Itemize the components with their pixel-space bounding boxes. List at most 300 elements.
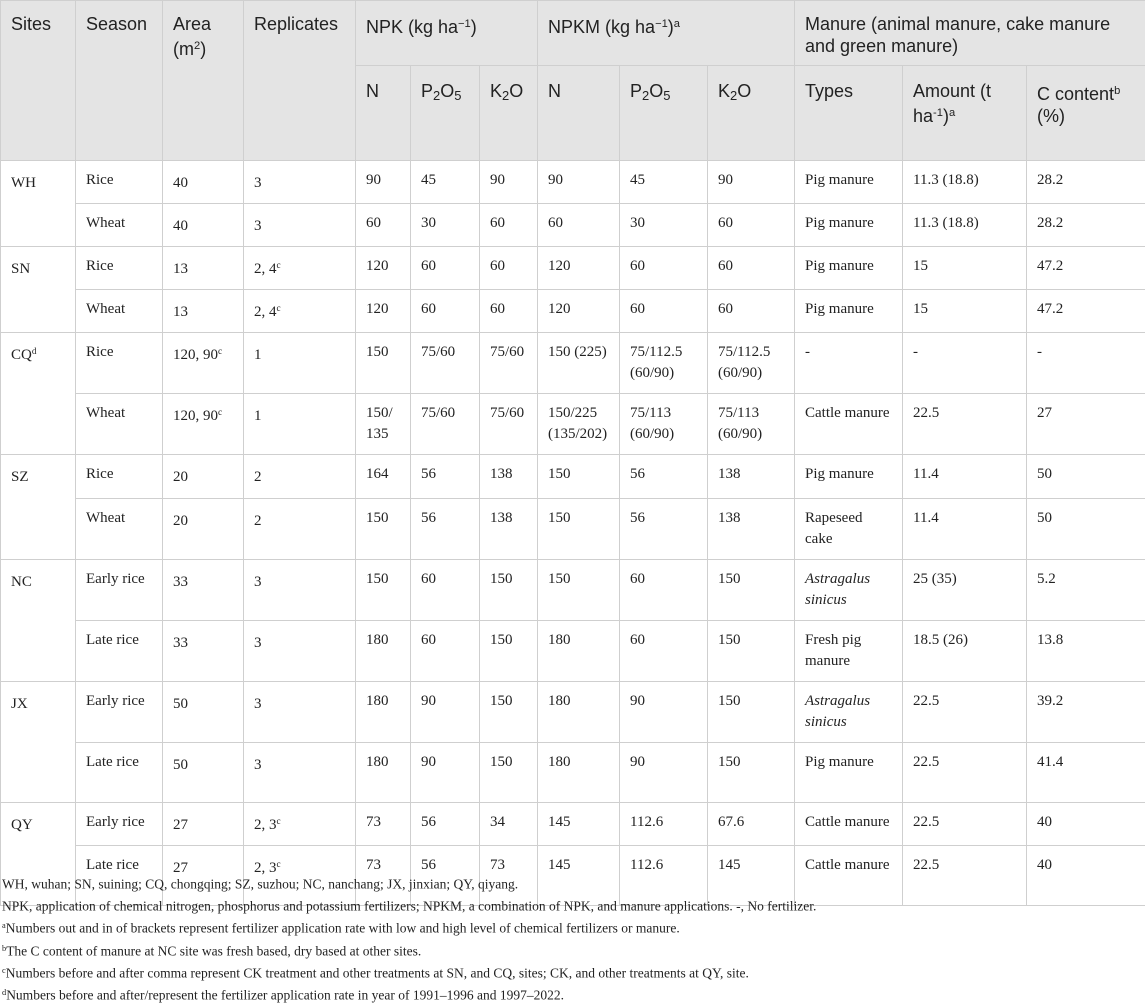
npk-k2o-cell-text: 60 [490, 215, 505, 231]
site-cell [1, 681, 76, 802]
npk-n-cell [356, 394, 411, 455]
npk-p2o5-cell-text: 45 [421, 172, 436, 188]
c-content-cell-text: 41.4 [1037, 754, 1063, 770]
header-c-content [1027, 66, 1145, 161]
npk-sup: −1 [458, 18, 471, 30]
header-amount [903, 66, 1027, 161]
npk-p2o5-cell [411, 394, 480, 455]
npkm-p2o5-cell-text: 60 [630, 258, 645, 274]
c-content-cell-text: 47.2 [1037, 301, 1063, 317]
area-cell-text: 20 [173, 513, 188, 529]
manure-amount-cell-text: 22.5 [913, 693, 939, 709]
npkm-n-cell-text: 90 [548, 172, 563, 188]
manure-type-cell-text: Pig manure [805, 172, 874, 188]
npk-k2o-cell-text: 138 [490, 466, 513, 482]
season-cell-text: Early rice [86, 571, 145, 587]
season-cell-text: Wheat [86, 215, 125, 231]
manure-type-cell-text: Cattle manure [805, 857, 890, 873]
header-npk [356, 1, 538, 66]
npk-p2o5-cell-text: 56 [421, 510, 436, 526]
npkm-k2o-cell [708, 742, 795, 802]
npk-n-cell-text: 73 [366, 857, 381, 873]
replicates-cell [244, 204, 356, 247]
npkm-k2o-cell-text: 75/113 (60/90) [718, 405, 762, 442]
npk-n-cell-text: 164 [366, 466, 389, 482]
npk-p2o5-cell-text: 56 [421, 466, 436, 482]
site-cell-text: SZ [11, 470, 29, 486]
npkm-p2o5-cell [620, 333, 708, 394]
replicates-cell-text: 3 [254, 696, 262, 712]
replicates-cell [244, 247, 356, 290]
manure-type-cell-text: Rapeseed cake [805, 510, 862, 547]
site-cell-text: WH [11, 175, 36, 191]
npk-p2o5-cell-text: 75/60 [421, 405, 455, 421]
replicates-cell-note: c [277, 860, 281, 870]
footnote [2, 916, 1142, 938]
footnote-mark: a [2, 921, 6, 930]
npkm-n-cell-text: 180 [548, 754, 571, 770]
c-content-cell [1027, 204, 1145, 247]
area-cell [163, 802, 244, 845]
replicates-cell-text: 3 [254, 574, 262, 590]
site-cell [1, 161, 76, 247]
p-base: P [630, 81, 642, 101]
npkm-p2o5-cell-text: 60 [630, 301, 645, 317]
npk-k2o-cell-text: 75/60 [490, 405, 524, 421]
area-cell [163, 161, 244, 204]
site-cell [1, 333, 76, 455]
c-content-cell-text: 5.2 [1037, 571, 1056, 587]
season-cell-text: Rice [86, 344, 114, 360]
npkm-k2o-cell [708, 498, 795, 559]
area-cell [163, 394, 244, 455]
site-cell-text: QY [11, 817, 33, 833]
npk-p2o5-cell [411, 455, 480, 498]
table-row [1, 620, 1145, 681]
npkm-p2o5-cell-text: 90 [630, 754, 645, 770]
header-replicates-label: Replicates [254, 14, 338, 34]
area-cell-text: 27 [173, 860, 188, 876]
npk-k2o-cell-text: 73 [490, 857, 505, 873]
npkm-k2o-cell-text: 138 [718, 510, 741, 526]
c-content-cell-text: - [1037, 344, 1042, 360]
season-cell-text: Rice [86, 172, 114, 188]
npk-n-label: N [366, 81, 379, 101]
area-cell [163, 204, 244, 247]
area-cell [163, 247, 244, 290]
manure-amount-cell-text: 15 [913, 258, 928, 274]
area-cell [163, 620, 244, 681]
c-content-cell [1027, 455, 1145, 498]
season-cell-text: Wheat [86, 301, 125, 317]
npk-k2o-cell-text: 150 [490, 693, 513, 709]
manure-amount-cell [903, 620, 1027, 681]
amount-note: a [949, 107, 955, 119]
season-cell-text: Wheat [86, 405, 125, 421]
area-cell-text: 13 [173, 304, 188, 320]
table-row [1, 802, 1145, 845]
manure-type-cell [795, 333, 903, 394]
npk-k2o-cell-text: 75/60 [490, 344, 524, 360]
amount-sup: -1 [933, 107, 943, 119]
npk-k2o-cell [480, 742, 538, 802]
replicates-cell-text: 2, 4 [254, 261, 277, 277]
manure-type-cell [795, 620, 903, 681]
npkm-p2o5-cell-text: 56 [630, 466, 645, 482]
manure-type-cell-text: Pig manure [805, 215, 874, 231]
npk-n-cell [356, 681, 411, 742]
npkm-k2o-cell-text: 150 [718, 693, 741, 709]
area-cell-note: c [218, 347, 222, 357]
npk-k2o-cell [480, 290, 538, 333]
p-sub1: 2 [433, 88, 440, 103]
replicates-cell-text: 3 [254, 218, 262, 234]
npkm-n-cell-text: 150 [548, 466, 571, 482]
site-cell [1, 247, 76, 333]
manure-amount-cell [903, 559, 1027, 620]
amount-label: Amount (t ha [913, 81, 991, 126]
npkm-p2o5-cell-text: 112.6 [630, 814, 663, 830]
npkm-n-cell [538, 394, 620, 455]
manure-amount-cell-text: 22.5 [913, 405, 939, 421]
header-npkm-p2o5 [620, 66, 708, 161]
c-content-cell-text: 13.8 [1037, 632, 1063, 648]
area-cell [163, 455, 244, 498]
replicates-cell [244, 681, 356, 742]
npk-n-cell-text: 120 [366, 258, 389, 274]
manure-type-cell [795, 290, 903, 333]
npk-k2o-cell [480, 394, 538, 455]
replicates-cell-text: 1 [254, 409, 262, 425]
npkm-p2o5-cell [620, 620, 708, 681]
npk-p2o5-cell-text: 30 [421, 215, 436, 231]
season-cell [76, 498, 163, 559]
npkm-n-cell [538, 742, 620, 802]
area-cell-text: 50 [173, 757, 188, 773]
season-cell-text: Late rice [86, 632, 139, 648]
season-cell-text: Late rice [86, 857, 139, 873]
manure-type-cell [795, 498, 903, 559]
npkm-n-cell [538, 802, 620, 845]
manure-amount-cell-text: 22.5 [913, 814, 939, 830]
npk-k2o-cell-text: 150 [490, 571, 513, 587]
k-o: O [737, 81, 751, 101]
header-manure [795, 1, 1145, 66]
npk-k2o-cell-text: 60 [490, 301, 505, 317]
manure-amount-cell [903, 247, 1027, 290]
replicates-cell-text: 1 [254, 348, 262, 364]
replicates-cell-text: 2, 4 [254, 304, 277, 320]
c-content-cell-text: 28.2 [1037, 172, 1063, 188]
header-npk-k2o [480, 66, 538, 161]
npk-n-cell [356, 620, 411, 681]
season-cell [76, 204, 163, 247]
footnote-mark: b [2, 944, 6, 953]
npk-n-cell [356, 455, 411, 498]
npkm-p2o5-cell [620, 681, 708, 742]
manure-amount-cell [903, 204, 1027, 247]
npk-k2o-cell [480, 620, 538, 681]
replicates-cell-note: c [277, 261, 281, 271]
npk-n-cell [356, 802, 411, 845]
replicates-cell [244, 394, 356, 455]
manure-group-label: Manure (animal manure, cake manure and green manure) [805, 14, 1110, 56]
npkm-n-cell-text: 180 [548, 693, 571, 709]
footnote-text: NPK, application of chemical nitrogen, phosphorus and potassium fertilizers; NPKM, a combination of NPK, and manure applications. -, No fertilizer. [2, 899, 816, 914]
c-content-cell [1027, 498, 1145, 559]
npk-n-cell-text: 120 [366, 301, 389, 317]
npkm-k2o-cell-text: 150 [718, 571, 741, 587]
manure-type-cell [795, 247, 903, 290]
manure-amount-cell [903, 290, 1027, 333]
table-row [1, 681, 1145, 742]
npkm-p2o5-cell [620, 802, 708, 845]
npk-p2o5-cell [411, 247, 480, 290]
manure-amount-cell-text: 15 [913, 301, 928, 317]
manure-amount-cell [903, 455, 1027, 498]
k-base: K [490, 81, 502, 101]
npkm-p2o5-cell [620, 559, 708, 620]
season-cell [76, 394, 163, 455]
npkm-n-cell [538, 247, 620, 290]
npkm-k2o-cell [708, 559, 795, 620]
manure-amount-cell-text: 11.4 [913, 510, 939, 526]
npk-k2o-cell [480, 455, 538, 498]
npk-close: ) [471, 17, 477, 37]
npkm-n-cell [538, 455, 620, 498]
manure-type-cell [795, 394, 903, 455]
season-cell [76, 620, 163, 681]
npkm-p2o5-cell [620, 204, 708, 247]
manure-type-cell-text: Pig manure [805, 301, 874, 317]
manure-type-cell-text: Cattle manure [805, 405, 890, 421]
c-content-cell [1027, 681, 1145, 742]
replicates-cell [244, 455, 356, 498]
npkm-k2o-cell-text: 60 [718, 215, 733, 231]
site-cell-text: NC [11, 574, 32, 590]
npk-n-cell [356, 559, 411, 620]
npk-p2o5-cell-text: 60 [421, 258, 436, 274]
table-row [1, 394, 1145, 455]
npkm-p2o5-cell-text: 60 [630, 571, 645, 587]
manure-amount-cell [903, 742, 1027, 802]
c-content-cell [1027, 559, 1145, 620]
header-sites [1, 1, 76, 161]
manure-amount-cell [903, 161, 1027, 204]
npkm-n-cell-text: 150 [548, 571, 571, 587]
npkm-k2o-cell [708, 333, 795, 394]
footnote [2, 939, 1142, 961]
header-season-label: Season [86, 14, 147, 34]
area-cell-text: 120, 90 [173, 348, 218, 364]
season-cell [76, 333, 163, 394]
npk-k2o-cell [480, 161, 538, 204]
c-content-cell [1027, 802, 1145, 845]
p-sub2: 5 [454, 88, 461, 103]
manure-type-cell [795, 802, 903, 845]
replicates-cell [244, 290, 356, 333]
npk-p2o5-cell-text: 60 [421, 301, 436, 317]
npkm-k2o-cell-text: 60 [718, 258, 733, 274]
footnote-text: Numbers out and in of brackets represent fertilizer application rate with low and high level of chemical fertilizers or manure. [6, 921, 680, 936]
npkm-k2o-cell [708, 620, 795, 681]
replicates-cell-text: 3 [254, 757, 262, 773]
npk-k2o-cell-text: 138 [490, 510, 513, 526]
c-content-cell-text: 47.2 [1037, 258, 1063, 274]
manure-type-cell-text: Pig manure [805, 258, 874, 274]
area-cell [163, 559, 244, 620]
npkm-n-cell-text: 120 [548, 258, 571, 274]
npkm-p2o5-cell-text: 45 [630, 172, 645, 188]
manure-type-cell [795, 204, 903, 247]
npkm-k2o-cell-text: 138 [718, 466, 741, 482]
npkm-p2o5-cell-text: 30 [630, 215, 645, 231]
npkm-n-cell [538, 204, 620, 247]
manure-amount-cell [903, 394, 1027, 455]
manure-type-cell-text: Cattle manure [805, 814, 890, 830]
npk-p2o5-cell [411, 742, 480, 802]
npkm-n-cell-text: 150 [548, 510, 571, 526]
npkm-close: ) [668, 17, 674, 37]
manure-amount-cell-text: 22.5 [913, 754, 939, 770]
area-unit-close: ) [200, 39, 206, 59]
header-npkm-n [538, 66, 620, 161]
npkm-sup: −1 [655, 18, 668, 30]
season-cell [76, 161, 163, 204]
npk-k2o-cell [480, 498, 538, 559]
amount-close: ) [943, 106, 949, 126]
site-cell-text: JX [11, 696, 28, 712]
npkm-p2o5-cell [620, 455, 708, 498]
c-content-cell [1027, 620, 1145, 681]
npk-n-cell-text: 180 [366, 754, 389, 770]
header-npk-n [356, 66, 411, 161]
npkm-p2o5-cell [620, 394, 708, 455]
npkm-n-cell [538, 498, 620, 559]
replicates-cell [244, 559, 356, 620]
c-unit: (%) [1037, 106, 1065, 126]
area-cell-text: 40 [173, 175, 188, 191]
area-cell-text: 20 [173, 470, 188, 486]
npk-p2o5-cell [411, 333, 480, 394]
npkm-k2o-cell-text: 150 [718, 754, 741, 770]
table-row [1, 247, 1145, 290]
table-row [1, 333, 1145, 394]
npkm-k2o-cell [708, 161, 795, 204]
npk-n-cell [356, 742, 411, 802]
table-row [1, 559, 1145, 620]
npkm-n-cell [538, 290, 620, 333]
npk-k2o-cell [480, 247, 538, 290]
replicates-cell [244, 802, 356, 845]
npkm-p2o5-cell [620, 290, 708, 333]
footnote-text: The C content of manure at NC site was fresh based, dry based at other sites. [6, 943, 421, 958]
site-cell-text: CQ [11, 348, 32, 364]
npkm-k2o-cell-text: 75/112.5 (60/90) [718, 344, 770, 381]
footnote [2, 894, 1142, 916]
npk-p2o5-cell-text: 90 [421, 754, 436, 770]
npkm-k2o-cell [708, 247, 795, 290]
header-replicates [244, 1, 356, 161]
footnote-mark: c [2, 966, 6, 975]
npk-n-cell-text: 180 [366, 632, 389, 648]
npkm-k2o-cell-text: 90 [718, 172, 733, 188]
c-content-label: C content [1037, 84, 1114, 104]
manure-amount-cell [903, 681, 1027, 742]
manure-amount-cell [903, 498, 1027, 559]
area-cell [163, 742, 244, 802]
manure-type-cell [795, 559, 903, 620]
site-cell-note: d [32, 347, 37, 357]
npk-n-cell [356, 161, 411, 204]
area-cell-text: 120, 90 [173, 409, 218, 425]
npkm-p2o5-cell [620, 161, 708, 204]
npk-p2o5-cell-text: 90 [421, 693, 436, 709]
npkm-k2o-cell [708, 394, 795, 455]
c-note: b [1114, 85, 1120, 97]
npk-n-cell-text: 150 [366, 571, 389, 587]
npk-n-cell-text: 150 [366, 344, 389, 360]
npk-k2o-cell-text: 60 [490, 258, 505, 274]
npkm-k2o-cell-text: 67.6 [718, 814, 744, 830]
p-o: O [649, 81, 663, 101]
season-cell-text: Wheat [86, 510, 125, 526]
c-content-cell-text: 50 [1037, 466, 1052, 482]
manure-amount-cell-text: 11.3 (18.8) [913, 172, 979, 188]
npk-p2o5-cell [411, 802, 480, 845]
manure-type-cell-text: - [805, 344, 810, 360]
manure-amount-cell-text: 11.3 (18.8) [913, 215, 979, 231]
manure-type-cell-text: Astragalus sinicus [805, 693, 870, 730]
manure-amount-cell-text: - [913, 344, 918, 360]
npkm-n-label: N [548, 81, 561, 101]
k-o: O [509, 81, 523, 101]
npk-n-cell-text: 180 [366, 693, 389, 709]
table-row [1, 290, 1145, 333]
npk-k2o-cell-text: 90 [490, 172, 505, 188]
manure-type-cell-text: Astragalus sinicus [805, 571, 870, 608]
npkm-p2o5-cell-text: 90 [630, 693, 645, 709]
npkm-p2o5-cell [620, 742, 708, 802]
header-row-1 [1, 1, 1145, 66]
npk-p2o5-cell-text: 60 [421, 632, 436, 648]
area-cell [163, 333, 244, 394]
replicates-cell-note: c [277, 817, 281, 827]
npkm-n-cell-text: 145 [548, 814, 571, 830]
npk-n-cell [356, 247, 411, 290]
replicates-cell-text: 2 [254, 513, 262, 529]
npk-p2o5-cell-text: 56 [421, 814, 436, 830]
npk-k2o-cell-text: 150 [490, 754, 513, 770]
season-cell [76, 742, 163, 802]
npk-k2o-cell-text: 150 [490, 632, 513, 648]
manure-amount-cell-text: 18.5 (26) [913, 632, 968, 648]
npkm-n-cell-text: 150 (225) [548, 344, 607, 360]
header-area [163, 1, 244, 161]
c-content-cell-text: 39.2 [1037, 693, 1063, 709]
replicates-cell-text: 2, 3 [254, 817, 277, 833]
npkm-p2o5-cell-text: 75/113 (60/90) [630, 405, 674, 442]
area-unit-sup: 2 [194, 40, 200, 52]
npk-n-cell-text: 150 [366, 510, 389, 526]
npk-p2o5-cell [411, 290, 480, 333]
npkm-k2o-cell [708, 204, 795, 247]
area-unit-open: (m [173, 39, 194, 59]
area-cell [163, 290, 244, 333]
area-cell-text: 50 [173, 696, 188, 712]
replicates-cell-text: 2 [254, 470, 262, 486]
npkm-n-cell-text: 180 [548, 632, 571, 648]
